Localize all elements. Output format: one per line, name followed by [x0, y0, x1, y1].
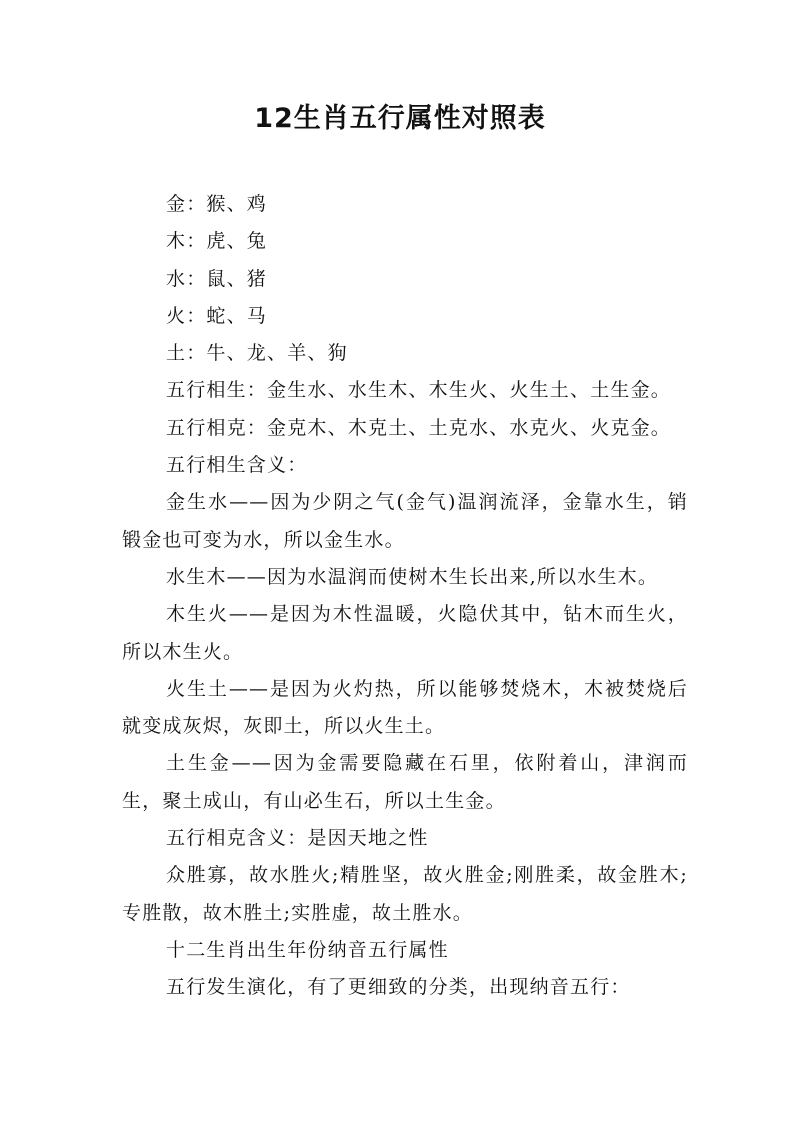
- paragraph: 木生火——是因为木性温暖，火隐伏其中，钻木而生火，所以木生火。: [122, 603, 688, 663]
- paragraph: 土：牛、龙、羊、狗: [166, 342, 348, 365]
- paragraph: 木：虎、兔: [166, 230, 268, 253]
- paragraph: 十二生肖出生年份纳音五行属性: [166, 938, 449, 961]
- paragraph: 五行发生演化，有了更细致的分类，出现纳音五行：: [166, 976, 631, 999]
- paragraph: 众胜寡，故水胜火;精胜坚，故火胜金;刚胜柔，故金胜木;专胜散，故木胜土;实胜虚，故土胜水。: [122, 864, 688, 924]
- paragraph: 金：猴、鸡: [166, 193, 268, 215]
- paragraph: 五行相生含义：: [166, 454, 308, 477]
- paragraph: 水生木——因为水温润而使树木生长出来,所以水生木。: [166, 565, 659, 588]
- document-body: [122, 186, 688, 1007]
- paragraph: 水：鼠、猪: [166, 267, 268, 290]
- paragraph: 五行相克：金克木、木克土、土克水、水克火、火克金。: [166, 416, 672, 439]
- paragraph: 五行相克含义：是因天地之性: [166, 827, 429, 850]
- paragraph: 金生水——因为少阴之气(金气)温润流泽，金靠水生，销锻金也可变为水，所以金生水。: [122, 491, 688, 551]
- paragraph: 五行相生：金生水、水生木、木生火、火生土、土生金。: [166, 379, 672, 402]
- paragraph: 火：蛇、马: [166, 304, 268, 327]
- document-title: 12生肖五行属性对照表: [254, 103, 546, 134]
- paragraph: 火生土——是因为火灼热，所以能够焚烧木，木被焚烧后就变成灰烬，灰即土，所以火生土。: [122, 677, 688, 738]
- paragraph: 土生金——因为金需要隐藏在石里，依附着山，津润而生，聚土成山，有山必生石，所以土生金。: [122, 752, 688, 812]
